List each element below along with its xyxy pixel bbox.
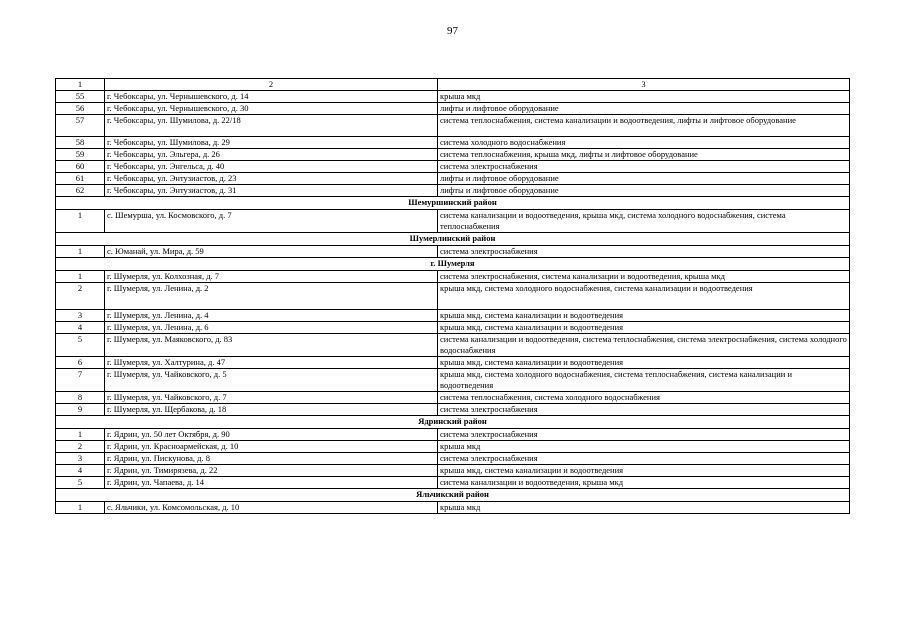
header-col-number: 1 bbox=[56, 79, 105, 91]
row-address: г. Ядрин, ул. 50 лет Октября, д. 90 bbox=[105, 429, 438, 441]
row-works: лифты и лифтовое оборудование bbox=[438, 185, 850, 197]
row-address: г. Шумерля, ул. Халтурина, д. 47 bbox=[105, 357, 438, 369]
table-row bbox=[56, 246, 850, 258]
table-row bbox=[56, 404, 850, 416]
row-works: крыша мкд bbox=[438, 441, 850, 453]
row-works: система канализации и водоотведения, крыша мкд bbox=[438, 477, 850, 489]
section-title: Шемуршинский район bbox=[56, 197, 850, 210]
row-number: 55 bbox=[56, 91, 105, 103]
row-number: 61 bbox=[56, 173, 105, 185]
section-row bbox=[56, 197, 850, 210]
row-address: г. Шумерля, ул. Ленина, д. 2 bbox=[105, 283, 438, 310]
row-address: г. Шумерля, ул. Ленина, д. 4 bbox=[105, 310, 438, 322]
row-works: система теплоснабжения, система холодного водоснабжения bbox=[438, 392, 850, 404]
row-number: 59 bbox=[56, 149, 105, 161]
row-works: крыша мкд, система канализации и водоотведения bbox=[438, 357, 850, 369]
header-col-address: 2 bbox=[105, 79, 438, 91]
row-works: система теплоснабжения, система канализации и водоотведения, лифты и лифтовое оборудование bbox=[438, 115, 850, 137]
row-address: г. Чебоксары, ул. Чернышевского, д. 30 bbox=[105, 103, 438, 115]
table-row bbox=[56, 271, 850, 283]
row-number: 4 bbox=[56, 465, 105, 477]
row-works: система электроснабжения bbox=[438, 453, 850, 465]
row-number: 8 bbox=[56, 392, 105, 404]
row-address: г. Чебоксары, ул. Шумилова, д. 22/18 bbox=[105, 115, 438, 137]
row-works: лифты и лифтовое оборудование bbox=[438, 103, 850, 115]
section-title: Яльчикский район bbox=[56, 489, 850, 502]
table-row bbox=[56, 185, 850, 197]
row-works: система канализации и водоотведения, система теплоснабжения, система электроснабжения, система холодного водоснабжения bbox=[438, 334, 850, 357]
row-address: г. Шумерля, ул. Чайковского, д. 5 bbox=[105, 369, 438, 392]
table-row bbox=[56, 283, 850, 310]
table-row bbox=[56, 392, 850, 404]
section-title: Ядринский район bbox=[56, 416, 850, 429]
row-number: 3 bbox=[56, 310, 105, 322]
section-title: г. Шумерля bbox=[56, 258, 850, 271]
row-works: крыша мкд, система канализации и водоотведения bbox=[438, 465, 850, 477]
table-row bbox=[56, 173, 850, 185]
row-number: 57 bbox=[56, 115, 105, 137]
table-row bbox=[56, 441, 850, 453]
page-number: 97 bbox=[447, 25, 458, 37]
table-row bbox=[56, 429, 850, 441]
row-works: крыша мкд bbox=[438, 91, 850, 103]
table-row bbox=[56, 137, 850, 149]
row-works: крыша мкд, система канализации и водоотведения bbox=[438, 322, 850, 334]
table-row bbox=[56, 310, 850, 322]
row-address: г. Ядрин, ул. Чапаева, д. 14 bbox=[105, 477, 438, 489]
row-address: г. Чебоксары, ул. Энгельса, д. 40 bbox=[105, 161, 438, 173]
row-number: 4 bbox=[56, 322, 105, 334]
header-col-works: 3 bbox=[438, 79, 850, 91]
row-address: г. Чебоксары, ул. Шумилова, д. 29 bbox=[105, 137, 438, 149]
row-number: 6 bbox=[56, 357, 105, 369]
row-address: г. Ядрин, ул. Тимирязева, д. 22 bbox=[105, 465, 438, 477]
row-number: 5 bbox=[56, 334, 105, 357]
row-address: г. Чебоксары, ул. Эльгера, д. 26 bbox=[105, 149, 438, 161]
row-address: г. Шумерля, ул. Чайковского, д. 7 bbox=[105, 392, 438, 404]
table-row bbox=[56, 334, 850, 357]
row-number: 3 bbox=[56, 453, 105, 465]
table-row bbox=[56, 210, 850, 233]
row-number: 1 bbox=[56, 429, 105, 441]
table-row bbox=[56, 369, 850, 392]
table-row bbox=[56, 453, 850, 465]
table-row bbox=[56, 357, 850, 369]
table-row bbox=[56, 103, 850, 115]
row-number: 62 bbox=[56, 185, 105, 197]
row-number: 2 bbox=[56, 283, 105, 310]
row-number: 2 bbox=[56, 441, 105, 453]
row-works: система теплоснабжения, крыша мкд, лифты и лифтовое оборудование bbox=[438, 149, 850, 161]
row-number: 5 bbox=[56, 477, 105, 489]
row-number: 58 bbox=[56, 137, 105, 149]
row-works: система холодного водоснабжения bbox=[438, 137, 850, 149]
table-row bbox=[56, 502, 850, 514]
row-works: система электроснабжения bbox=[438, 246, 850, 258]
section-title: Шумерлинский район bbox=[56, 233, 850, 246]
row-number: 1 bbox=[56, 210, 105, 233]
row-number: 1 bbox=[56, 502, 105, 514]
row-number: 1 bbox=[56, 246, 105, 258]
row-address: г. Шумерля, ул. Маяковского, д. 83 bbox=[105, 334, 438, 357]
row-works: крыша мкд, система холодного водоснабжения, система теплоснабжения, система канализации и водоотведения bbox=[438, 369, 850, 392]
row-works: система канализации и водоотведения, крыша мкд, система холодного водоснабжения, система теплоснабжения bbox=[438, 210, 850, 233]
row-number: 1 bbox=[56, 271, 105, 283]
row-works: крыша мкд, система канализации и водоотведения bbox=[438, 310, 850, 322]
row-address: г. Шумерля, ул. Колхозная, д. 7 bbox=[105, 271, 438, 283]
row-address: с. Юманай, ул. Мира, д. 59 bbox=[105, 246, 438, 258]
row-works: система электроснабжения, система канализации и водоотведения, крыша мкд bbox=[438, 271, 850, 283]
row-works: система электроснабжения bbox=[438, 429, 850, 441]
table-row bbox=[56, 115, 850, 137]
row-address: г. Шумерля, ул. Щербакова, д. 18 bbox=[105, 404, 438, 416]
table-row bbox=[56, 149, 850, 161]
buildings-table bbox=[55, 78, 850, 514]
table-row bbox=[56, 477, 850, 489]
table-row bbox=[56, 465, 850, 477]
row-number: 7 bbox=[56, 369, 105, 392]
row-works: крыша мкд bbox=[438, 502, 850, 514]
row-works: лифты и лифтовое оборудование bbox=[438, 173, 850, 185]
row-works: крыша мкд, система холодного водоснабжения, система канализации и водоотведения bbox=[438, 283, 850, 310]
row-address: г. Чебоксары, ул. Энтузиастов, д. 23 bbox=[105, 173, 438, 185]
section-row bbox=[56, 233, 850, 246]
row-address: с. Шемурша, ул. Космовского, д. 7 bbox=[105, 210, 438, 233]
row-works: система электроснабжения bbox=[438, 404, 850, 416]
table-row bbox=[56, 322, 850, 334]
section-row bbox=[56, 258, 850, 271]
row-address: г. Чебоксары, ул. Чернышевского, д. 14 bbox=[105, 91, 438, 103]
table-row bbox=[56, 91, 850, 103]
row-number: 56 bbox=[56, 103, 105, 115]
row-address: с. Яльчики, ул. Комсомольская, д. 10 bbox=[105, 502, 438, 514]
table-row bbox=[56, 161, 850, 173]
row-works: система электроснабжения bbox=[438, 161, 850, 173]
row-number: 9 bbox=[56, 404, 105, 416]
row-address: г. Шумерля, ул. Ленина, д. 6 bbox=[105, 322, 438, 334]
row-address: г. Ядрин, ул. Пискунова, д. 8 bbox=[105, 453, 438, 465]
row-address: г. Чебоксары, ул. Энтузиастов, д. 31 bbox=[105, 185, 438, 197]
row-address: г. Ядрин, ул. Красноармейская, д. 10 bbox=[105, 441, 438, 453]
section-row bbox=[56, 416, 850, 429]
section-row bbox=[56, 489, 850, 502]
row-number: 60 bbox=[56, 161, 105, 173]
header-row bbox=[56, 79, 850, 91]
